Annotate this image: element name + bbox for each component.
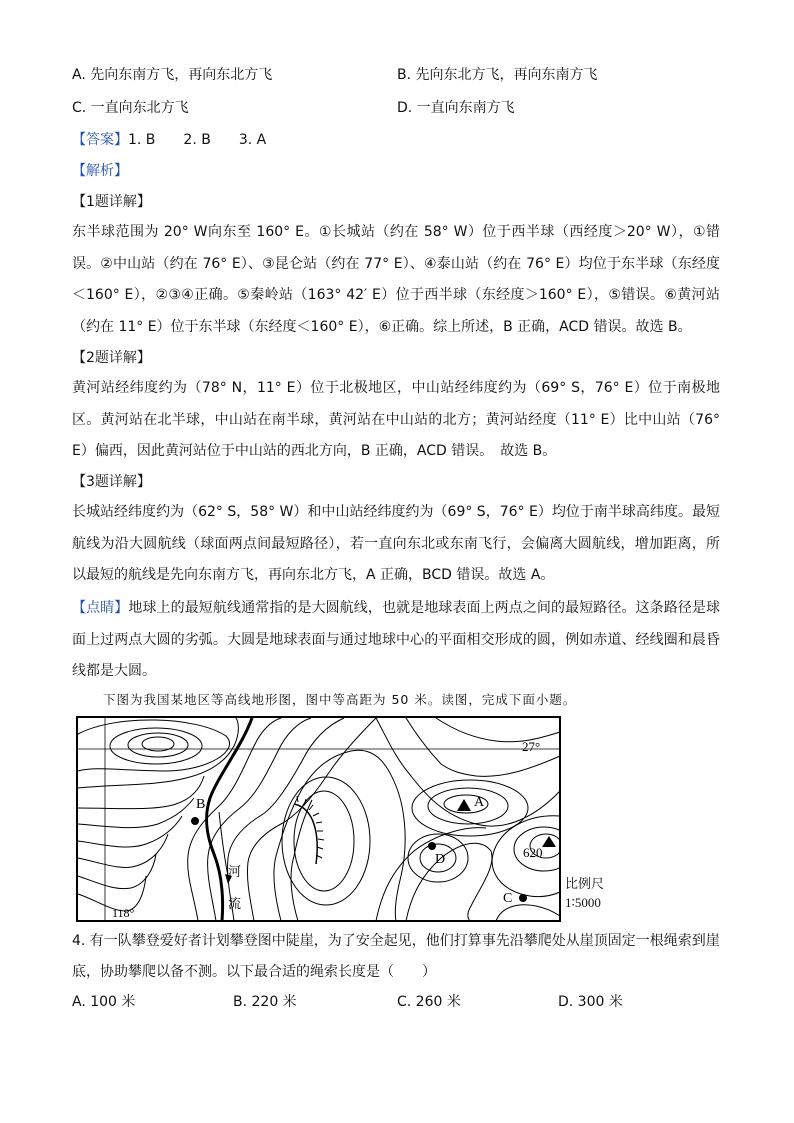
river-label-2: 流 xyxy=(228,897,242,912)
answer-values: 1. B 2. B 3. A xyxy=(128,132,267,148)
point-d-label: D xyxy=(435,852,446,867)
latitude-label: 27° xyxy=(522,739,541,754)
scale-value: 1∶5000 xyxy=(565,895,601,910)
point-b-label: B xyxy=(196,797,206,812)
q4-option-b: B. 220 米 xyxy=(233,994,297,1010)
tip-paragraph xyxy=(72,593,720,688)
map-caption: 下图为我国某地区等高线地形图，图中等高距为 50 米。读图，完成下面小题。 xyxy=(103,692,577,707)
option-c: C. 一直向东北方飞 xyxy=(72,100,189,116)
q3-text: 长城站经纬度约为（62° S，58° W）和中山站经纬度约为（69° S，76° E）均位于南半球高纬度。最短航线为沿大圆航线（球面两点间最短路径），若一直向东北或东南飞行，会偏离大圆航线，增加距离，所以最短的航线是先向东南方飞，再向东北方飞，A 正确，BCD 错误。故选 A。 xyxy=(72,504,720,583)
q2-heading: 【2题详解】 xyxy=(72,350,151,366)
answer-line xyxy=(72,132,266,148)
analysis-label: 【解析】 xyxy=(72,163,128,179)
option-a: A. 先向东南方飞，再向东北方飞 xyxy=(72,67,273,83)
point-c-label: C xyxy=(503,891,513,906)
tip-label: 【点睛】 xyxy=(72,600,129,616)
q1-text: 东半球范围为 20° W向东至 160° E。①长城站（约在 58° W）位于西半球（西经度＞20° W），①错误。②中山站（约在 76° E）、③昆仑站（约在 77° E）、④泰山站（约在 76° E）均位于东半球（东经度＜160° E），②③④正确。⑤秦岭站（163° 42′ E）位于西半球（东经度＞160° E），⑤错误。⑥黄河站（约在 11° E）位于东半球（东经度＜160° E），⑥正确。综上所述，B 正确，ACD 错误。故选 B。 xyxy=(72,224,720,335)
point-b-dot xyxy=(191,817,199,825)
q2-text: 黄河站经纬度约为（78° N，11° E）位于北极地区，中山站经纬度约为（69° S，76° E）位于南极地区。黄河站在北半球，中山站在南半球，黄河站在中山站的北方；黄河站经度（11° E）比中山站（76° E）偏西，因此黄河站位于中山站的西北方向，B 正确，ACD 错误。 故选 B。 xyxy=(72,380,720,459)
contour-map xyxy=(76,716,561,922)
option-d: D. 一直向东南方飞 xyxy=(397,100,515,116)
point-d-dot xyxy=(428,842,436,850)
answer-label: 【答案】 xyxy=(72,132,128,148)
tip-text: 地球上的最短航线通常指的是大圆航线，也就是地球表面上两点之间的最短路径。这条路径是球面上过两点大圆的劣弧。大圆是地球表面与通过地球中心的平面相交形成的圆，例如赤道、经线圈和晨昏线都是大圆。 xyxy=(72,600,721,679)
option-b: B. 先向东北方飞，再向东南方飞 xyxy=(397,67,598,83)
q4-option-d: D. 300 米 xyxy=(558,994,623,1010)
point-c-dot xyxy=(519,894,527,902)
scale-title: 比例尺 xyxy=(565,877,605,892)
longitude-label: 118° xyxy=(112,906,135,920)
q3-heading: 【3题详解】 xyxy=(72,474,151,490)
river-label-1: 河 xyxy=(228,865,242,880)
q1-heading: 【1题详解】 xyxy=(72,194,151,210)
q4-option-a: A. 100 米 xyxy=(72,994,136,1010)
point-a-label: A xyxy=(474,795,485,810)
q4-option-c: C. 260 米 xyxy=(397,994,461,1010)
q4-stem: 4. 有一队攀登爱好者计划攀登图中陡崖，为了安全起见，他们打算事先沿攀爬处从崖顶固定一根绳索到崖底，协助攀爬以备不测。以下最合适的绳索长度是（ ） xyxy=(72,933,720,980)
peak-elevation-label: 620 xyxy=(523,845,543,860)
